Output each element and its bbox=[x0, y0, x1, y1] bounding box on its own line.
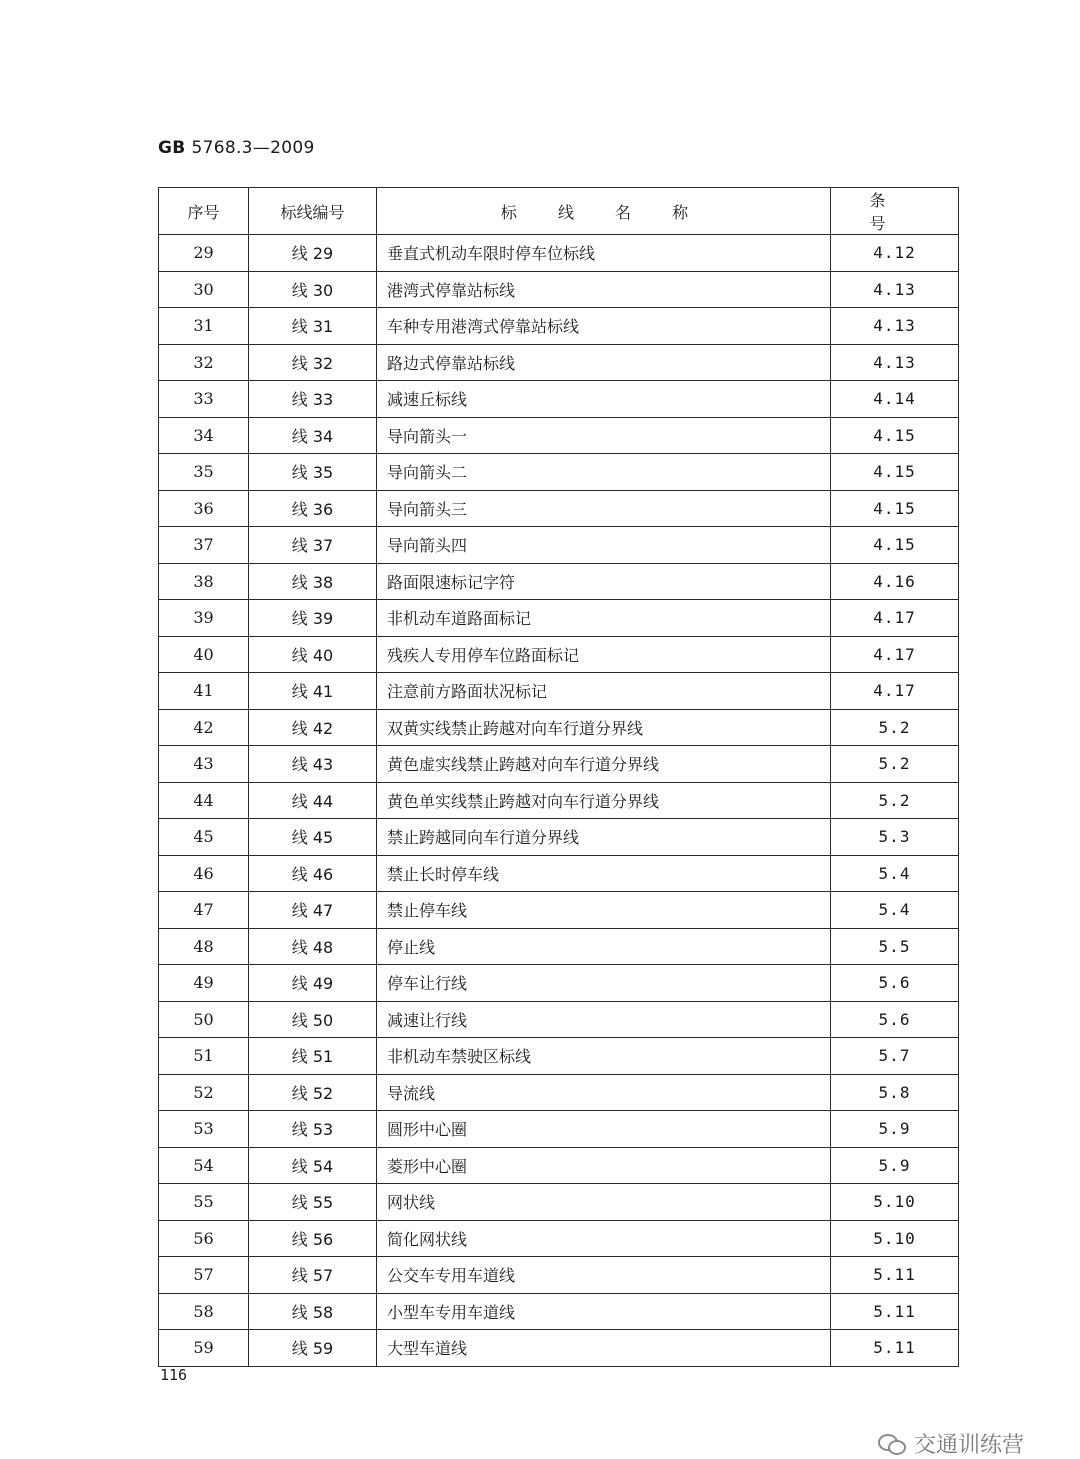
row-serial: 29 bbox=[159, 235, 249, 272]
row-name: 路面限速标记字符 bbox=[377, 563, 831, 600]
table-row bbox=[159, 1038, 959, 1075]
table-row bbox=[159, 709, 959, 746]
row-name: 非机动车禁驶区标线 bbox=[377, 1038, 831, 1075]
row-serial: 50 bbox=[159, 1001, 249, 1038]
row-code: 线 43 bbox=[249, 746, 377, 783]
row-clause: 5.5 bbox=[831, 928, 959, 965]
row-clause: 5.11 bbox=[831, 1330, 959, 1367]
row-clause: 5.3 bbox=[831, 819, 959, 856]
row-name: 菱形中心圈 bbox=[377, 1147, 831, 1184]
page-header bbox=[158, 138, 315, 158]
row-serial: 35 bbox=[159, 454, 249, 491]
row-clause: 4.15 bbox=[831, 527, 959, 564]
row-code: 线 33 bbox=[249, 381, 377, 418]
table-row bbox=[159, 490, 959, 527]
row-clause: 5.6 bbox=[831, 965, 959, 1002]
row-name: 非机动车道路面标记 bbox=[377, 600, 831, 637]
table-row bbox=[159, 892, 959, 929]
row-serial: 39 bbox=[159, 600, 249, 637]
row-clause: 4.14 bbox=[831, 381, 959, 418]
row-name: 双黄实线禁止跨越对向车行道分界线 bbox=[377, 709, 831, 746]
table-row bbox=[159, 308, 959, 345]
row-clause: 4.16 bbox=[831, 563, 959, 600]
table-row bbox=[159, 1147, 959, 1184]
row-name: 简化网状线 bbox=[377, 1220, 831, 1257]
row-clause: 5.9 bbox=[831, 1111, 959, 1148]
row-serial: 54 bbox=[159, 1147, 249, 1184]
row-serial: 31 bbox=[159, 308, 249, 345]
table-row bbox=[159, 855, 959, 892]
row-clause: 5.11 bbox=[831, 1293, 959, 1330]
row-code: 线 56 bbox=[249, 1220, 377, 1257]
row-code: 线 54 bbox=[249, 1147, 377, 1184]
row-name: 导向箭头一 bbox=[377, 417, 831, 454]
row-name: 路边式停靠站标线 bbox=[377, 344, 831, 381]
row-code: 线 30 bbox=[249, 271, 377, 308]
table-row bbox=[159, 1220, 959, 1257]
row-clause: 4.12 bbox=[831, 235, 959, 272]
row-code: 线 57 bbox=[249, 1257, 377, 1294]
row-clause: 5.10 bbox=[831, 1184, 959, 1221]
table-row bbox=[159, 673, 959, 710]
row-clause: 5.6 bbox=[831, 1001, 959, 1038]
row-serial: 56 bbox=[159, 1220, 249, 1257]
row-clause: 4.17 bbox=[831, 636, 959, 673]
row-code: 线 49 bbox=[249, 965, 377, 1002]
row-name: 减速丘标线 bbox=[377, 381, 831, 418]
row-serial: 37 bbox=[159, 527, 249, 564]
row-clause: 4.13 bbox=[831, 271, 959, 308]
row-code: 线 48 bbox=[249, 928, 377, 965]
row-clause: 5.8 bbox=[831, 1074, 959, 1111]
header-name: 标 线 名 称 bbox=[377, 188, 831, 235]
row-name: 注意前方路面状况标记 bbox=[377, 673, 831, 710]
table-row bbox=[159, 417, 959, 454]
row-clause: 4.17 bbox=[831, 600, 959, 637]
row-clause: 5.2 bbox=[831, 746, 959, 783]
row-serial: 46 bbox=[159, 855, 249, 892]
row-name: 黄色虚实线禁止跨越对向车行道分界线 bbox=[377, 746, 831, 783]
table-row bbox=[159, 381, 959, 418]
row-name: 公交车专用车道线 bbox=[377, 1257, 831, 1294]
row-name: 大型车道线 bbox=[377, 1330, 831, 1367]
row-code: 线 36 bbox=[249, 490, 377, 527]
row-name: 导向箭头四 bbox=[377, 527, 831, 564]
row-code: 线 59 bbox=[249, 1330, 377, 1367]
row-clause: 4.15 bbox=[831, 490, 959, 527]
row-serial: 51 bbox=[159, 1038, 249, 1075]
table-row bbox=[159, 563, 959, 600]
standard-prefix: GB bbox=[158, 138, 186, 158]
row-serial: 40 bbox=[159, 636, 249, 673]
row-clause: 4.15 bbox=[831, 454, 959, 491]
row-serial: 41 bbox=[159, 673, 249, 710]
row-name: 圆形中心圈 bbox=[377, 1111, 831, 1148]
row-code: 线 55 bbox=[249, 1184, 377, 1221]
row-serial: 55 bbox=[159, 1184, 249, 1221]
header-clause: 条 号 bbox=[831, 188, 959, 235]
row-name: 垂直式机动车限时停车位标线 bbox=[377, 235, 831, 272]
table-row bbox=[159, 928, 959, 965]
row-clause: 4.13 bbox=[831, 344, 959, 381]
row-serial: 38 bbox=[159, 563, 249, 600]
row-name: 港湾式停靠站标线 bbox=[377, 271, 831, 308]
table-row bbox=[159, 1074, 959, 1111]
row-name: 网状线 bbox=[377, 1184, 831, 1221]
row-serial: 42 bbox=[159, 709, 249, 746]
table-row bbox=[159, 636, 959, 673]
row-code: 线 42 bbox=[249, 709, 377, 746]
row-code: 线 47 bbox=[249, 892, 377, 929]
table-row bbox=[159, 454, 959, 491]
row-code: 线 38 bbox=[249, 563, 377, 600]
row-code: 线 35 bbox=[249, 454, 377, 491]
standard-number: 5768.3—2009 bbox=[191, 138, 315, 158]
row-clause: 4.15 bbox=[831, 417, 959, 454]
row-name: 导向箭头三 bbox=[377, 490, 831, 527]
row-clause: 5.2 bbox=[831, 709, 959, 746]
row-serial: 45 bbox=[159, 819, 249, 856]
header-serial: 序号 bbox=[159, 188, 249, 235]
row-serial: 59 bbox=[159, 1330, 249, 1367]
row-serial: 32 bbox=[159, 344, 249, 381]
page-number: 116 bbox=[160, 1366, 188, 1384]
row-code: 线 41 bbox=[249, 673, 377, 710]
table-row bbox=[159, 1330, 959, 1367]
row-name: 车种专用港湾式停靠站标线 bbox=[377, 308, 831, 345]
table-row bbox=[159, 1293, 959, 1330]
row-clause: 5.11 bbox=[831, 1257, 959, 1294]
table-row bbox=[159, 1184, 959, 1221]
row-clause: 4.13 bbox=[831, 308, 959, 345]
table-row bbox=[159, 1111, 959, 1148]
table-row bbox=[159, 600, 959, 637]
row-name: 禁止跨越同向车行道分界线 bbox=[377, 819, 831, 856]
header-code: 标线编号 bbox=[249, 188, 377, 235]
wechat-icon bbox=[878, 1432, 908, 1456]
marking-table bbox=[158, 187, 959, 1367]
row-name: 黄色单实线禁止跨越对向车行道分界线 bbox=[377, 782, 831, 819]
row-name: 小型车专用车道线 bbox=[377, 1293, 831, 1330]
row-serial: 34 bbox=[159, 417, 249, 454]
row-name: 禁止长时停车线 bbox=[377, 855, 831, 892]
table-row bbox=[159, 782, 959, 819]
row-name: 导向箭头二 bbox=[377, 454, 831, 491]
row-clause: 4.17 bbox=[831, 673, 959, 710]
row-code: 线 40 bbox=[249, 636, 377, 673]
row-name: 停止线 bbox=[377, 928, 831, 965]
row-code: 线 31 bbox=[249, 308, 377, 345]
table-row bbox=[159, 344, 959, 381]
row-code: 线 52 bbox=[249, 1074, 377, 1111]
row-code: 线 46 bbox=[249, 855, 377, 892]
row-name: 停车让行线 bbox=[377, 965, 831, 1002]
watermark-text: 交通训练营 bbox=[914, 1433, 1025, 1458]
table-row bbox=[159, 271, 959, 308]
row-serial: 49 bbox=[159, 965, 249, 1002]
row-code: 线 51 bbox=[249, 1038, 377, 1075]
row-serial: 57 bbox=[159, 1257, 249, 1294]
table-row bbox=[159, 819, 959, 856]
row-clause: 5.4 bbox=[831, 855, 959, 892]
row-code: 线 58 bbox=[249, 1293, 377, 1330]
row-serial: 33 bbox=[159, 381, 249, 418]
table-row bbox=[159, 746, 959, 783]
row-serial: 44 bbox=[159, 782, 249, 819]
row-clause: 5.7 bbox=[831, 1038, 959, 1075]
row-clause: 5.9 bbox=[831, 1147, 959, 1184]
row-code: 线 53 bbox=[249, 1111, 377, 1148]
row-clause: 5.10 bbox=[831, 1220, 959, 1257]
row-serial: 48 bbox=[159, 928, 249, 965]
row-name: 减速让行线 bbox=[377, 1001, 831, 1038]
table-row bbox=[159, 235, 959, 272]
row-clause: 5.4 bbox=[831, 892, 959, 929]
row-name: 禁止停车线 bbox=[377, 892, 831, 929]
table-header-row bbox=[159, 188, 959, 235]
row-code: 线 45 bbox=[249, 819, 377, 856]
row-serial: 43 bbox=[159, 746, 249, 783]
row-code: 线 37 bbox=[249, 527, 377, 564]
row-code: 线 50 bbox=[249, 1001, 377, 1038]
row-code: 线 32 bbox=[249, 344, 377, 381]
row-code: 线 39 bbox=[249, 600, 377, 637]
row-clause: 5.2 bbox=[831, 782, 959, 819]
row-serial: 53 bbox=[159, 1111, 249, 1148]
row-code: 线 29 bbox=[249, 235, 377, 272]
row-name: 残疾人专用停车位路面标记 bbox=[377, 636, 831, 673]
row-serial: 36 bbox=[159, 490, 249, 527]
table-row bbox=[159, 527, 959, 564]
watermark bbox=[878, 1428, 1024, 1459]
table-row bbox=[159, 1001, 959, 1038]
table-row bbox=[159, 1257, 959, 1294]
row-code: 线 44 bbox=[249, 782, 377, 819]
row-code: 线 34 bbox=[249, 417, 377, 454]
row-serial: 30 bbox=[159, 271, 249, 308]
row-name: 导流线 bbox=[377, 1074, 831, 1111]
table-row bbox=[159, 965, 959, 1002]
row-serial: 47 bbox=[159, 892, 249, 929]
row-serial: 58 bbox=[159, 1293, 249, 1330]
row-serial: 52 bbox=[159, 1074, 249, 1111]
